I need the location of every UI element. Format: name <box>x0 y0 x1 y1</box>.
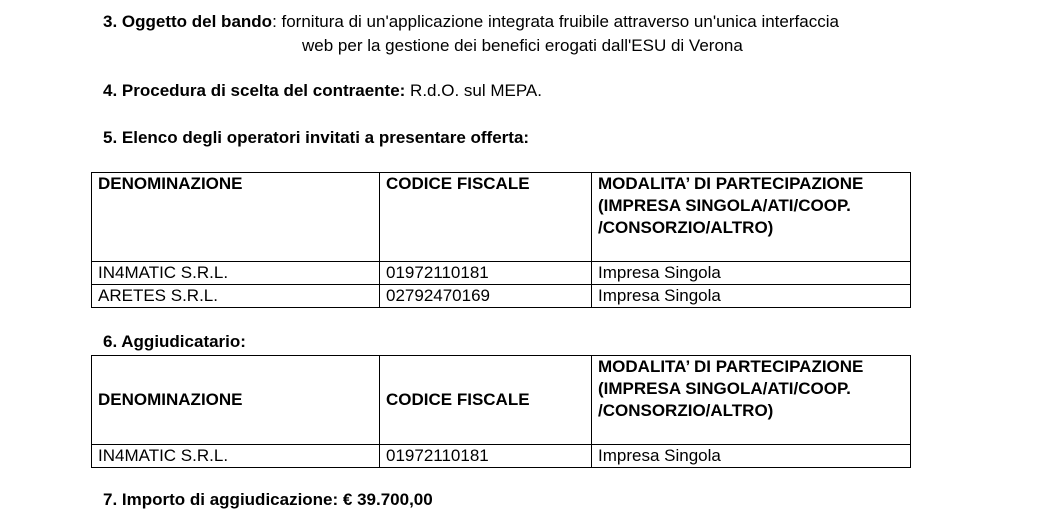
header-codice-fiscale: CODICE FISCALE <box>380 356 592 445</box>
table-header-row <box>92 356 911 445</box>
table-row <box>92 262 911 285</box>
cell-modalita: Impresa Singola <box>592 285 911 308</box>
winner-table <box>91 355 911 468</box>
invited-operators-table <box>91 172 911 308</box>
section-6-heading: 6. Aggiudicatario: <box>103 332 246 351</box>
cell-modalita: Impresa Singola <box>592 262 911 285</box>
cell-modalita: Impresa Singola <box>592 445 911 468</box>
section-5-heading: 5. Elenco degli operatori invitati a presentare offerta: <box>103 128 530 147</box>
table-row <box>92 445 911 468</box>
header-codice-fiscale: CODICE FISCALE <box>380 173 592 262</box>
cell-denominazione: IN4MATIC S.R.L. <box>92 262 380 285</box>
header-modalita: MODALITA’ DI PARTECIPAZIONE (IMPRESA SINGOLA/ATI/COOP. /CONSORZIO/ALTRO) <box>592 356 911 445</box>
header-denominazione: DENOMINAZIONE <box>92 173 380 262</box>
section-3-subject <box>103 12 839 32</box>
table-header-row <box>92 173 911 262</box>
cell-codice-fiscale: 02792470169 <box>380 285 592 308</box>
cell-denominazione: IN4MATIC S.R.L. <box>92 445 380 468</box>
section-3-text: : fornitura di un'applicazione integrata fruibile attraverso un'unica interfaccia <box>272 12 839 31</box>
table-row <box>92 285 911 308</box>
section-4-label: 4. Procedura di scelta del contraente: <box>103 81 406 100</box>
section-3-label: 3. Oggetto del bando <box>103 12 273 31</box>
header-modalita: MODALITA’ DI PARTECIPAZIONE (IMPRESA SINGOLA/ATI/COOP. /CONSORZIO/ALTRO) <box>592 173 911 262</box>
section-4-procedure <box>103 81 542 101</box>
header-denominazione: DENOMINAZIONE <box>92 356 380 445</box>
section-4-text: R.d.O. sul MEPA. <box>405 81 542 100</box>
cell-denominazione: ARETES S.R.L. <box>92 285 380 308</box>
cell-codice-fiscale: 01972110181 <box>380 262 592 285</box>
section-3-text-continued: web per la gestione dei benefici erogati dall'ESU di Verona <box>302 36 743 55</box>
section-7-heading-partial: 7. Importo di aggiudicazione: € 39.700,00 <box>103 490 433 509</box>
cell-codice-fiscale: 01972110181 <box>380 445 592 468</box>
